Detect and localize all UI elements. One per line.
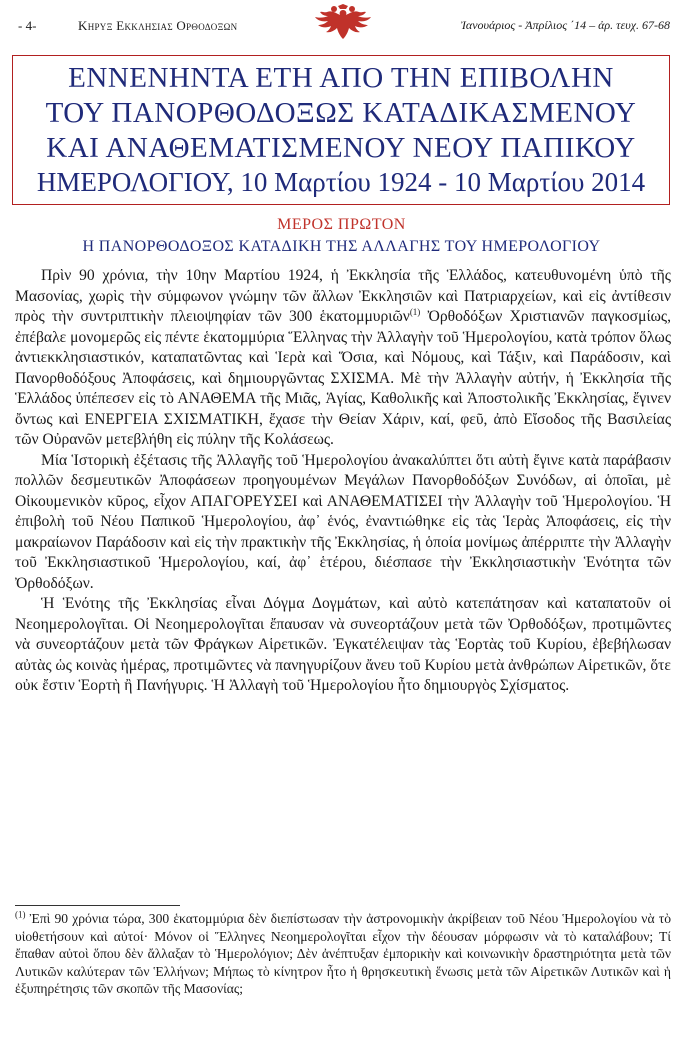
paragraph-1-text-a: Πρὶν 90 χρόνια, τὴν 10ην Μαρτίου 1924, ἡ Ἐκκλησία τῆς Ἑλλάδος, κατευθυνομένη ὑπὸ τῆς Μασονίας, χωρὶς τὴν σύμφωνον γνώμην τῶν ἄλλων Ἐκκλησιῶν καὶ Πατριαρχείων, καὶ εἰς ἀντίθεσιν πρὸς τὴν συντριπτικὴν πλειοψηφίαν τῶν 300 ἑκατομμυριῶν: [15, 267, 671, 325]
footnote-ref[interactable]: (1): [409, 306, 421, 317]
title-line-4: ΗΜΕΡΟΛΟΓΙΟΥ, 10 Μαρτίου 1924 - 10 Μαρτίου 2014: [36, 167, 646, 197]
title-line-1: ΕΝΝΕΝΗΝΤΑ ΕΤΗ ΑΠΟ ΤΗΝ ΕΠΙΒΟΛΗΝ: [68, 62, 614, 94]
footnote-marker: (1): [15, 909, 26, 920]
publication-name: Κηρυξ Εκκλησιας Ορθοδοξων: [78, 18, 238, 33]
footnote: [15, 910, 671, 998]
double-headed-eagle-icon: [310, 4, 376, 44]
article-body: [15, 266, 671, 697]
title-box: [12, 55, 670, 205]
paragraph-1: [15, 266, 671, 451]
paragraph-1-text-b: Ὀρθοδόξων Χριστιανῶν παγκοσμίως, ἐπέβαλε μονομερῶς εἰς πέντε ἑκατομμύρια Ἕλληνας τὴν Ἀλλαγὴν τοῦ Ἡμερολογίου, κατὰ τρόπον ὅλως ἀντιεκκλησιαστικόν, καταπατῶντας καὶ Ἱερὰ καὶ Ὅσια, καὶ Νόμους, καὶ Τάξιν, καὶ Παράδοσιν, καὶ Πανορθοδόξους Ἀποφάσεις, καὶ δημιουργῶντας ΣΧΙΣΜΑ. Μὲ τὴν Ἀλλαγὴν αὐτήν, ἡ Ἐκκλησία τῆς Ἑλλάδος ὑπέπεσεν εἰς τὸ ΑΝΑΘΕΜΑ τῆς Μιᾶς, Ἁγίας, Καθολικῆς καὶ Ἀποστολικῆς Ἐκκλησίας, ἔγινεν ὄντως καὶ ΕΝΕΡΓΕΙΑ ΣΧΙΣΜΑΤΙΚΗ, ἔχασε τὴν Θείαν Χάριν, καί, φεῦ, ἀπὸ Εἴσοδος τῆς Βασιλείας τῶν Οὐρανῶν μετεβλήθη εἰς πύλην τῆς Κολάσεως.: [15, 308, 671, 448]
footnote-divider: [15, 905, 180, 906]
footnote-text: Ἐπὶ 90 χρόνια τώρα, 300 ἑκατομμύρια δὲν διεπίστωσαν τὴν ἀστρονομικὴν ἀκρίβειαν τοῦ Νέου Ἡμερολογίου νὰ τὸ υἱοθετήσουν καὶ αὐτοί· Μόνον οἱ Ἕλληνες Νεοημερολογῖται εἶχον τὴν δέουσαν μόρφωσιν νὰ τὸ καταλάβουν; Τί ἔπαθαν αὐτοὶ ὅπου δὲν ἄλλαξαν τὸ Ἡμερολόγιον; Δὲν ἀνέπτυξαν ἐμπορικὴν καὶ κοινωνικὴν δραστηριότητα μετὰ τῶν Λυτικῶν καλύτεραν τῶν Ἑλλήνων; Μήπως τὸ κίνητρον ἦτο ἡ θρησκευτικὴ ἕνωσις μετὰ τῶν Αἱρετικῶν Λυτικῶν καὶ ἡ ἐξυπηρέτησις τῶν σκοπῶν τῆς Μασονίας;: [15, 911, 671, 996]
title-line-3: ΚΑΙ ΑΝΑΘΕΜΑΤΙΣΜΕΝΟΥ ΝΕΟΥ ΠΑΠΙΚΟΥ: [46, 132, 636, 164]
title-line-2: ΤΟΥ ΠΑΝΟΡΘΟΔΟΞΩΣ ΚΑΤΑΔΙΚΑΣΜΕΝΟΥ: [45, 97, 637, 129]
part-label: ΜΕΡΟΣ ΠΡΩΤΟΝ: [277, 216, 406, 233]
paragraph-3: Ἡ Ἑνότης τῆς Ἐκκλησίας εἶναι Δόγμα Δογμάτων, καὶ αὐτὸ κατεπάτησαν καὶ καταπατοῦν οἱ Νεοημερολογῖται. Οἱ Νεοημερολογῖται ἔπαυσαν νὰ συνεορτάζουν μετὰ τῶν Ὀρθοδόξων, προτιμῶντες νὰ συνεορτάζουν μετὰ τῶν Φράγκων Αἱρετικῶν. Ἐγκατέλειψαν τὰς Ἑορτὰς τοῦ Κυρίου, ἐβεβήλωσαν αὐτὰς ὡς κοινὰς ἡμέρας, προτιμῶντες νὰ πανηγυρίζουν ἄνευ τοῦ Κυρίου μετὰ ἀνθρώπων Αἱρετικῶν, ὅτε οὐκ ἔστιν Ἑορτὴ ἢ Πανήγυρις. Ἡ Ἀλλαγὴ τοῦ Ἡμερολογίου ἦτο δημιουργὸς Σχίσματος.: [15, 595, 671, 694]
issue-info: Ἰανουάριος - Ἀπρίλιος ΄14 – ἀρ. τευχ. 67-68: [460, 18, 670, 32]
page-number: - 4-: [18, 18, 37, 33]
section-heading: Η ΠΑΝΟΡΘΟΔΟΞΟΣ ΚΑΤΑΔΙΚΗ ΤΗΣ ΑΛΛΑΓΗΣ ΤΟΥ ΗΜΕΡΟΛΟΓΙΟΥ: [82, 238, 601, 255]
page-header: [12, 10, 672, 42]
paragraph-2: Μία Ἱστορικὴ ἐξέτασις τῆς Ἀλλαγῆς τοῦ Ἡμερολογίου ἀνακαλύπτει ὅτι αὐτὴ ἔγινε κατὰ παράβασιν πολλῶν δεσμευτικῶν Ἀποφάσεων προηγουμένων Μεγάλων Πανορθοδόξων Συνόδων, αἱ ὁποῖαι, μὲ Οἰκουμενικὸν κῦρος, εἶχον ΑΠΑΓΟΡΕΥΣΕΙ καὶ ΑΝΑΘΕΜΑΤΙΣΕΙ τὴν Ἀλλαγὴν τοῦ Ἡμερολογίου. Ἡ ἐπιβολὴ τοῦ Νέου Παπικοῦ Ἡμερολογίου, ἀφ᾽ ἑνός, ἐναντιώθηκε εἰς τὰς Ἱερὰς Ἀποφάσεις, εἰς τὴν μακραίωνον Παράδοσιν καὶ εἰς τὴν πρακτικὴν τῆς Ἐκκλησίας, ἡ ὁποία μονίμως ἀπέρριπτε τὴν Ἀλλαγὴν τοῦ Ἐκκλησιαστικοῦ Ἡμερολογίου, καί, ἀφ᾽ ἑτέρου, διέσπασε τὴν Ἐκκλησιαστικὴν Ἑνότητα τῶν Ὀρθοδόξων.: [15, 451, 671, 592]
